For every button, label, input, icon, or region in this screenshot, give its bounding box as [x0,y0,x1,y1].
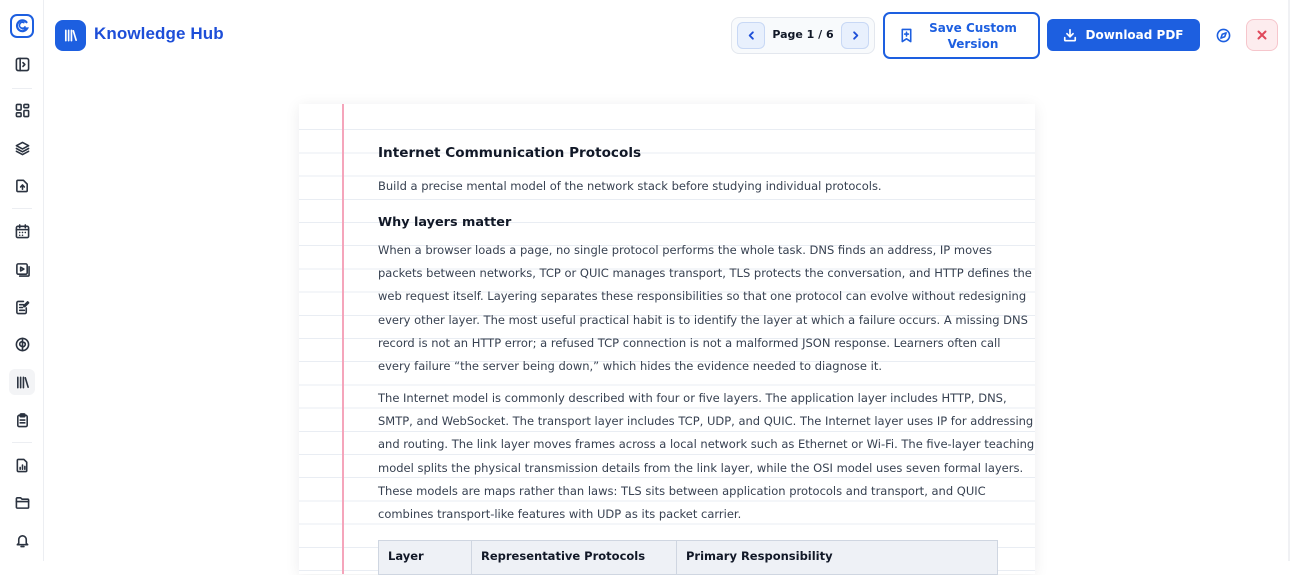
folder-icon[interactable] [9,489,35,515]
paragraph-line: SMTP, and WebSocket. The transport layer includes TCP, UDP, and QUIC. The Internet layer uses IP for addressing [378,414,1034,429]
brain-icon[interactable] [9,331,35,357]
paragraph-line: every failure “the server being down,” which hides the evidence needed to diagnose it. [378,359,882,374]
save-custom-version-button[interactable] [883,12,1040,59]
paragraph [378,239,1032,378]
compass-icon [1216,28,1231,43]
library-icon [55,20,86,51]
paragraph-line: record is not an HTTP error; a refused TCP connection is not a malformed JSON response. Learners often call [378,335,1001,350]
bookmark-add-icon [899,28,914,43]
paragraph-line: combines transport-like features with UDP as its packet carrier. [378,507,742,522]
table-header-layer: Layer [379,541,472,575]
section-heading: Why layers matter [378,215,512,230]
page-navigator [731,17,875,54]
protocol-layers-table [378,540,998,575]
table-header-protocols: Representative Protocols [472,541,677,575]
page-indicator: Page 1 / 6 [772,28,834,41]
paragraph-line: every other layer. The most useful practical habit is to identify the layer at which a failure occurs. A missing DNS [378,312,1028,327]
page-margin-line [342,104,344,574]
paragraph-line: and routing. The link layer moves frames across a local network such as Ethernet or Wi-Fi. The five-layer teaching [378,437,1035,452]
explore-button[interactable] [1210,22,1236,48]
paragraph [378,387,1034,526]
calendar-icon[interactable] [9,218,35,244]
library-icon[interactable] [9,369,35,395]
report-icon[interactable] [9,452,35,478]
document-subtitle: Build a precise mental model of the network stack before studying individual protocols. [378,179,882,193]
close-icon [1256,29,1268,41]
dashboard-icon[interactable] [9,97,35,123]
table-header-row [379,541,998,575]
paragraph-line: model splits the physical transmission details from the link layer, while the OSI model uses seven formal layers. [378,460,1024,475]
app-logo-icon[interactable] [10,14,34,38]
notes-icon[interactable] [9,294,35,320]
document-title: Internet Communication Protocols [378,145,642,161]
left-rail [0,0,44,561]
paragraph-line: These models are maps rather than laws: TLS sits between application protocols and transport, and QUIC [378,483,986,498]
chevron-left-icon [746,30,757,41]
next-page-button[interactable] [841,22,869,49]
video-file-icon[interactable] [9,256,35,282]
bell-icon[interactable] [9,527,35,553]
sidebar-toggle-icon[interactable] [9,51,35,77]
paragraph-line: The Internet model is commonly described with four or five layers. The application layer includes HTTP, DNS, [378,391,1007,405]
layers-icon[interactable] [9,135,35,161]
paragraph-line: packets between networks, TCP or QUIC manages transport, TLS protects the conversation, and HTTP defines the [378,266,1032,281]
close-button[interactable] [1246,19,1278,51]
previous-page-button[interactable] [737,22,765,49]
chevron-right-icon [850,30,861,41]
file-upload-icon[interactable] [9,172,35,198]
table-header-responsibility: Primary Responsibility [677,541,998,575]
download-icon [1063,28,1077,42]
save-custom-version-label: Save Custom Version [929,21,1017,51]
page-title: Knowledge Hub [94,24,224,43]
download-pdf-label: Download PDF [1085,28,1184,42]
document-page [299,104,1035,574]
paragraph-line: When a browser loads a page, no single protocol performs the whole task. DNS finds an address, IP moves [378,243,992,257]
clipboard-icon[interactable] [9,407,35,433]
paragraph-line: web request itself. Layering separates these responsibilities so that one protocol can evolve without redesigning [378,289,1027,304]
download-pdf-button[interactable] [1047,19,1200,51]
